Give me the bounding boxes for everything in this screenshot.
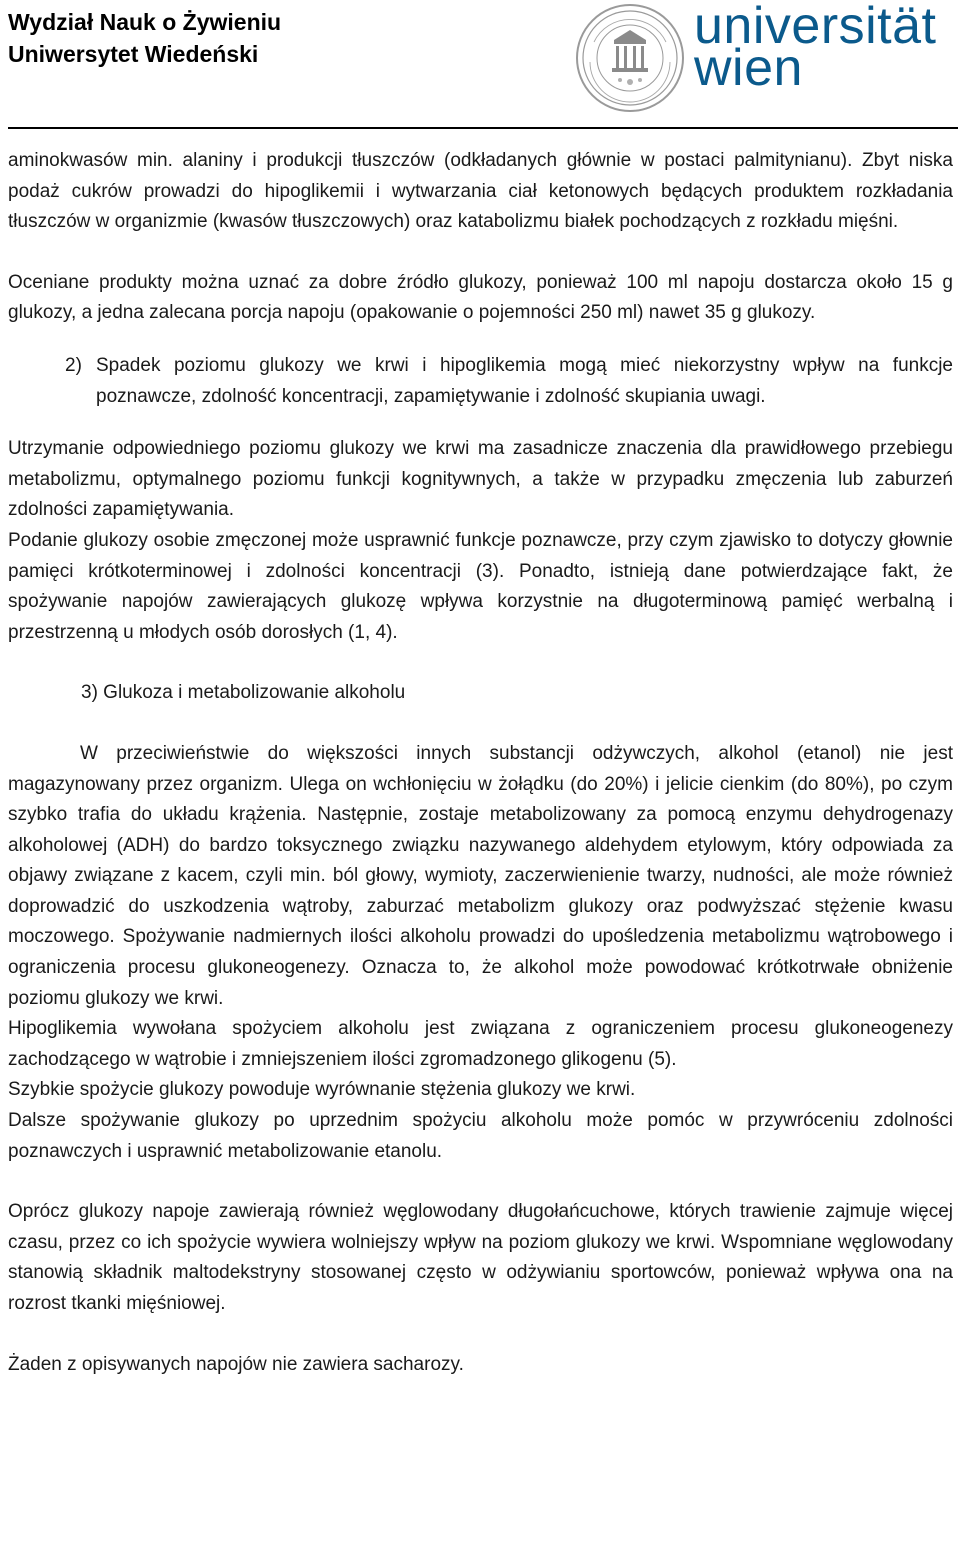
paragraph-glucose-source: Oceniane produkty można uznać za dobre źródło glukozy, ponieważ 100 ml napoju dostarcza około 15 g glukozy, a jedna zalecana porcja napoju (opakowanie o pojemności 250 ml) nawet 35 g glukozy. [8,271,953,324]
paragraph-hypoglycemia: Hipoglikemia wywołana spożyciem alkoholu jest związana z ograniczeniem procesu glukoneogenezy zachodzącego w wątrobie i zmniejszeniem ilości zgromadzonego glikogenu (5). [8,1018,953,1070]
item-number: 2) [65,354,82,376]
paragraph-carbohydrates: Oprócz glukozy napoje zawierają również węglowodany długołańcuchowe, których trawienie zajmuje więcej czasu, przez co ich spożycie wywiera wolniejszy wpływ na poziom glukozy we krwi. Wspomniane węglowodany stanowią składnik maltodekstryny stosowanej często w odżywianiu sportowców, ponieważ wpływa ona na rozrost tkanki mięśniowej. [8,1201,953,1314]
page-header [0,0,960,130]
numbered-item-2 [8,351,953,412]
paragraph-continuation: aminokwasów min. alaniny i produkcji tłuszczów (odkładanych głównie w postaci palmitynianu). Zbyt niska podaż cukrów prowadzi do hipoglikemii i wytwarzania ciał ketonowych będących produktem rozkładania tłuszczów w organizmie (kwasów tłuszczowych) oraz katabolizmu białek pochodzących z rozkładu mięśni. [8,150,953,233]
item-text: Spadek poziomu glukozy we krwi i hipoglikemia mogą mieć niekorzystny wpływ na funkcje poznawcze, zdolność koncentracji, zapamiętywanie i zdolność skupiania uwagi. [96,354,953,407]
logo-wordmark-universitat: universität [694,0,937,55]
paragraph-further-intake: Dalsze spożywanie glukozy po uprzednim spożyciu alkoholu może pomóc w przywróceniu zdolności poznawczych i usprawnić metabolizowanie etanolu. [8,1110,953,1162]
paragraph-cognitive-function: Podanie glukozy osobie zmęczonej może usprawnić funkcje poznawcze, przy czym zjawisko to dotyczy głownie pamięci krótkoterminowej i zdolności koncentracji (3). Ponadto, istnieją dane potwierdzające fakt, że spożywanie napojów zawierających glukozę wpływa korzystnie na długoterminową pamięć werbalną i przestrzenną u młodych osób dorosłych (1, 4). [8,529,953,643]
section-heading-alcohol: 3) Glukoza i metabolizowanie alkoholu [81,682,406,704]
paragraph-glucose-level: Utrzymanie odpowiedniego poziomu glukozy we krwi ma zasadnicze znaczenia dla prawidłowego przebiegu metabolizmu, optymalnego poziomu funkcji kognitywnych, a także w przypadku zmęczenia lub zaburzeń zdolności zapamiętywania. [8,438,953,521]
paragraph-alcohol-metabolism: W przeciwieństwie do większości innych substancji odżywczych, alkohol (etanol) nie jest magazynowany przez organizm. Ulega on wchłonięciu w żołądku (do 20%) i jelicie cienkim (do 80%), po czym szybko trafia do układu krążenia. Następnie, zostaje metabolizowany za pomocą enzymu dehydrogenazy alkoholowej (ADH) do bardzo toksycznego związku nazywanego aldehydem etylowym, który odpowiada za objawy związane z kacem, czyli min. ból głowy, wymioty, zaczerwienienie twarzy, nudności, ale może również doprowadzić do uszkodzenia wątroby, zaburzać metabolizm glukozy oraz podwyższać stężenie kwasu moczowego. Spożywanie nadmiernych ilości alkoholu prowadzi do upośledzenia metabolizmu wątrobowego i ograniczenia procesu glukoneogenezy. Oznacza to, że alkohol może powodować krótkotrwałe obniżenie poziomu glukozy we krwi. [8,742,953,1009]
paragraph-sucrose: Żaden z opisywanych napojów nie zawiera sacharozy. [8,1353,464,1375]
faculty-name: Wydział Nauk o Żywieniu [8,9,282,35]
university-name: Uniwersytet Wiedeński [8,41,259,67]
university-seal-icon [574,2,686,114]
university-logo [574,2,946,112]
paragraph-glucose-intake: Szybkie spożycie glukozy powoduje wyrównanie stężenia glukozy we krwi. [8,1079,636,1101]
header-divider [8,127,958,129]
logo-wordmark-wien: wien [694,39,803,97]
faculty-title [8,6,281,70]
document-body [8,146,953,1380]
